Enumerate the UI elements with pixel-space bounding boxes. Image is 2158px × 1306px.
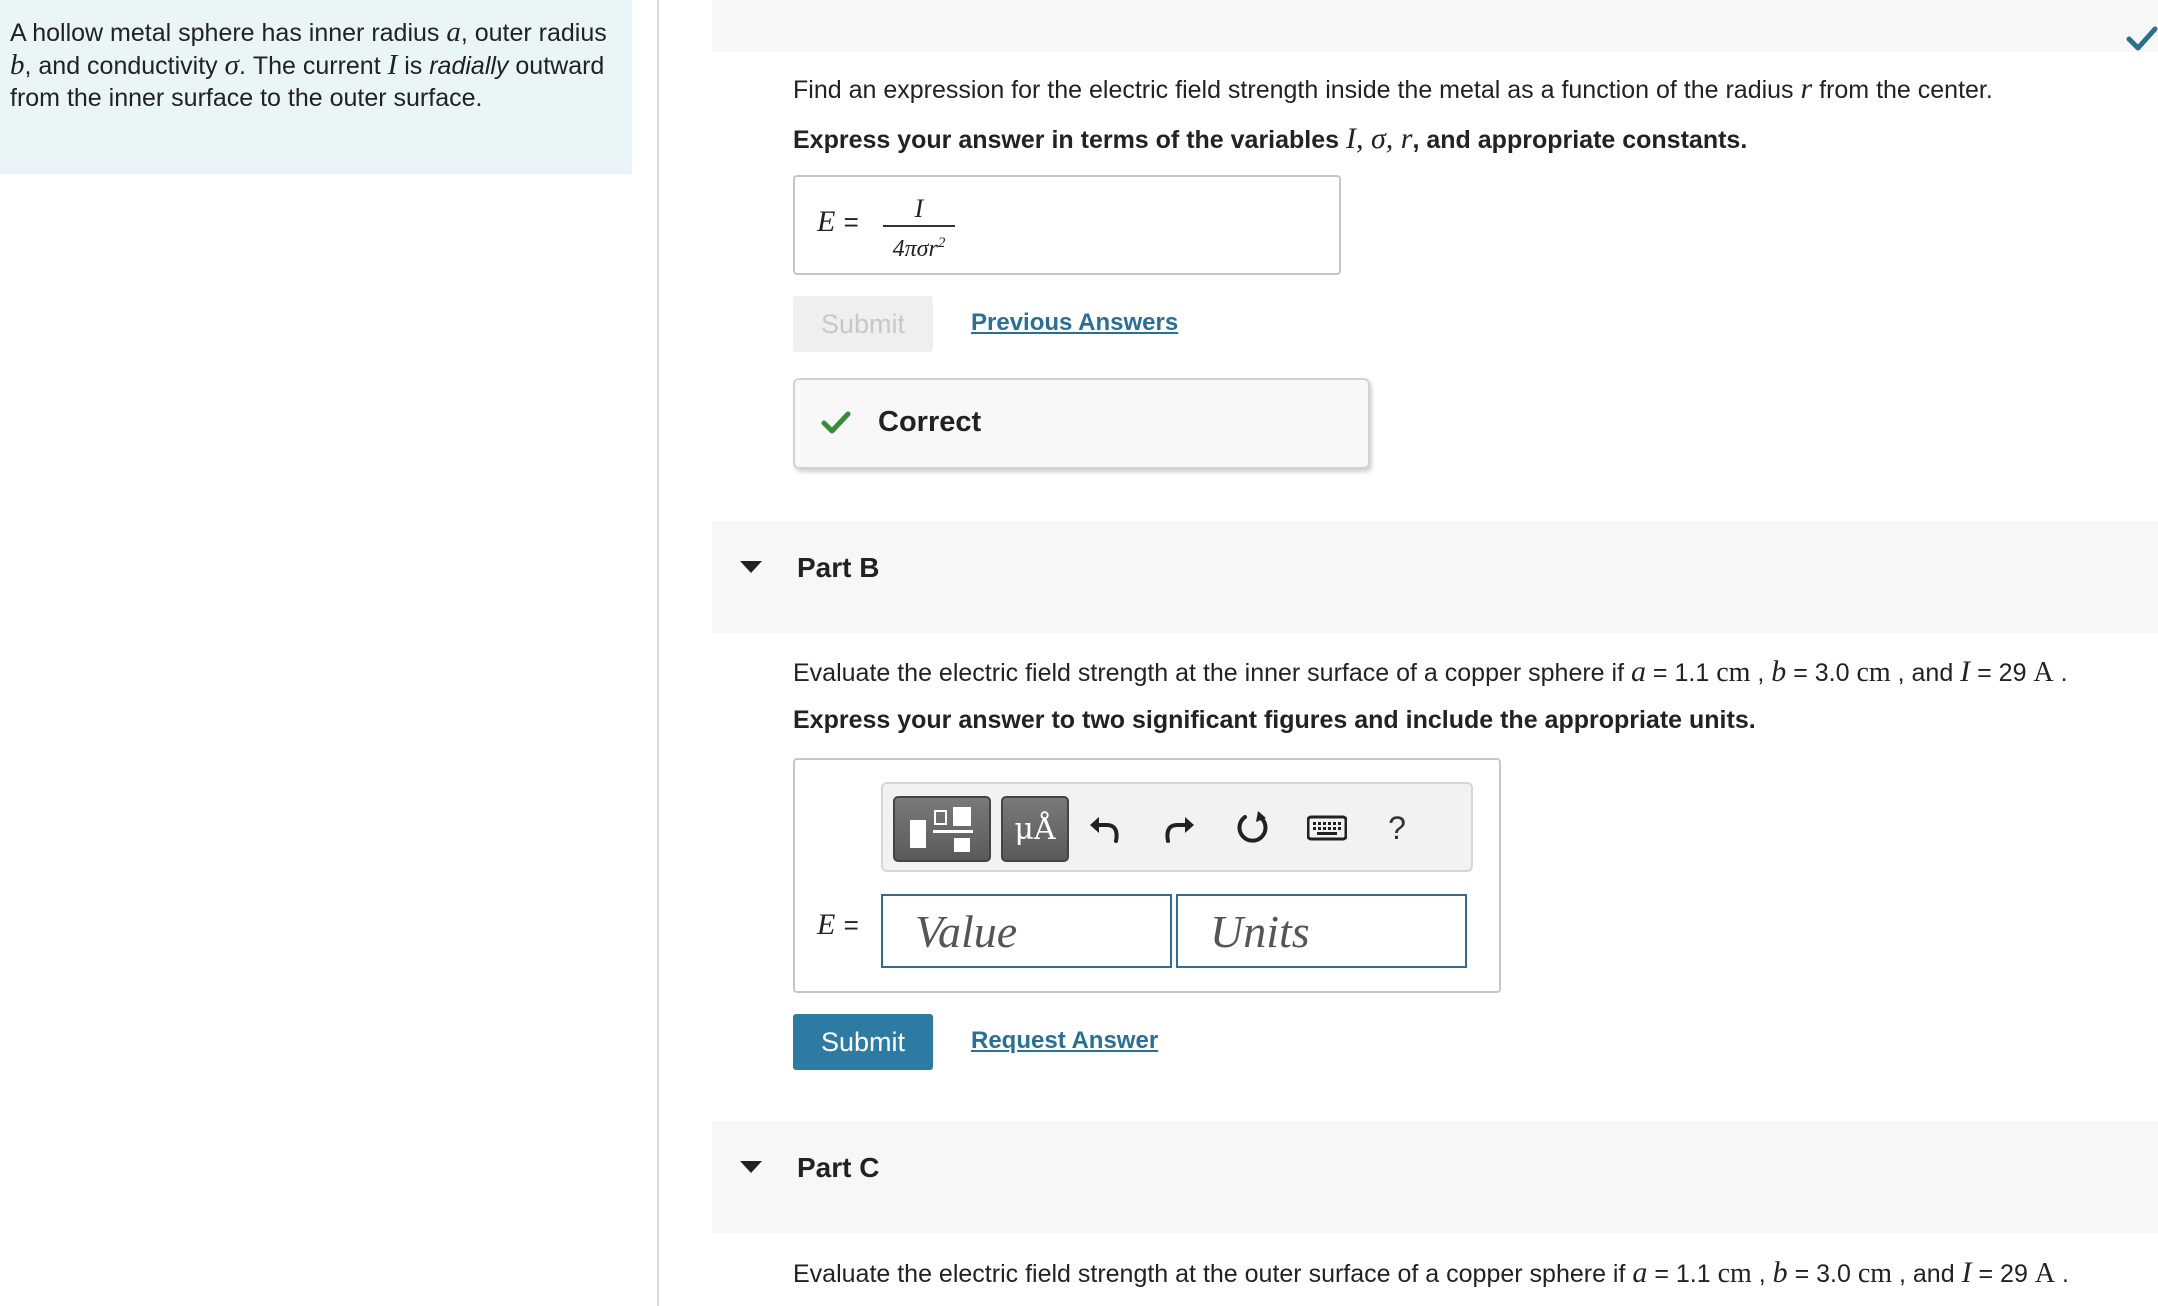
separator: . [2053,659,2068,687]
problem-text: , and conductivity [24,52,225,80]
denominator-text: 4πσr [892,236,938,262]
value-input[interactable] [881,894,1172,968]
lhs-var: E [817,908,836,941]
var-b: b [1772,1256,1788,1289]
var-a: a [1630,655,1646,688]
var-r: r [1800,72,1813,105]
exponent: 2 [937,235,946,251]
part-b-header[interactable] [712,521,2158,633]
fraction-bar [883,225,955,227]
problem-text: , outer radius [460,19,607,47]
part-b-title: Part B [797,552,880,583]
question-text: Find an expression for the electric field strength inside the metal as a function of the radius [793,76,1801,104]
part-b-submit-button[interactable]: Submit [793,1014,933,1070]
checkmark-icon [821,410,851,436]
part-c-title: Part C [797,1152,880,1183]
unit-current: A [2034,1258,2056,1289]
units-button-label: μÅ [1014,811,1056,847]
checkmark-icon [2126,24,2158,54]
correct-feedback [793,378,1370,469]
unit-a: cm [1716,657,1751,688]
var-b: b [10,49,25,81]
redo-button[interactable] [1153,802,1205,854]
value-b: = 3.0 [1787,1260,1858,1288]
part-b-instruction: Express your answer to two significant figures and include the appropriate units. [793,706,1756,734]
redo-icon [1161,811,1197,845]
units-button[interactable] [1001,796,1069,862]
keyboard-icon [1307,815,1347,841]
equals-sign: = [843,910,859,940]
undo-button[interactable] [1079,802,1131,854]
separator: , [1750,659,1772,687]
value-current: = 29 [1971,1260,2035,1288]
part-b-answer-box [793,758,1501,993]
separator: , [1751,1260,1773,1288]
unit-a: cm [1717,1258,1752,1289]
var-a: a [1632,1256,1648,1289]
problem-emphasis: radially [429,52,509,80]
value-a: = 1.1 [1647,1260,1718,1288]
units-input[interactable] [1176,894,1467,968]
fraction-numerator: I [914,194,924,223]
question-text: from the center. [1812,76,1993,104]
equals-sign: = [843,207,859,237]
panel-divider [657,0,659,1306]
help-button[interactable]: ? [1388,809,1406,846]
problem-text: A hollow metal sphere has inner radius [10,19,447,47]
answer-fraction [883,195,955,263]
part-a-answer-display [793,175,1341,275]
problem-text: is [397,52,430,80]
unit-b: cm [1857,1258,1893,1289]
var-current: I [387,49,398,81]
problem-text: outward from the inner surface to the outer surface. [10,52,605,112]
separator: . [2055,1260,2069,1288]
var-sigma: σ [224,49,239,81]
separator: , and [1890,659,1961,687]
part-a-header [712,0,2158,52]
previous-answers-link[interactable]: Previous Answers [971,309,1179,336]
instruction-text: Express your answer in terms of the variables [793,126,1347,154]
part-a-instruction [793,122,1747,156]
instruction-text: , and appropriate constants. [1412,126,1748,154]
reset-icon [1234,809,1272,847]
math-toolbar [881,782,1473,872]
caret-down-icon[interactable] [740,1161,762,1173]
lhs-var: E [817,205,836,238]
part-b-question [793,655,2068,689]
unit-b: cm [1856,657,1891,688]
templates-button[interactable] [893,796,991,862]
unit-current: A [2033,657,2054,688]
value-current: = 29 [1970,659,2034,687]
separator: , and [1892,1260,1962,1288]
question-text: Evaluate the electric field strength at the outer surface of a copper sphere if [793,1260,1633,1288]
answer-lhs [817,908,859,942]
value-a: = 1.1 [1645,659,1717,687]
reset-button[interactable] [1227,802,1279,854]
part-a-question [793,72,1993,106]
request-answer-link[interactable]: Request Answer [971,1027,1159,1054]
part-c-header[interactable] [712,1121,2158,1233]
var-current: I [1961,1256,1972,1289]
keyboard-button[interactable] [1301,802,1353,854]
problem-text: . The current [238,52,388,80]
problem-statement [0,0,632,174]
answer-lhs [817,205,859,239]
undo-icon [1087,811,1123,845]
part-c-question [793,1256,2069,1290]
var-a: a [446,16,461,48]
part-a-submit-button[interactable]: Submit [793,296,933,352]
templates-icon [895,798,993,860]
question-text: Evaluate the electric field strength at the inner surface of a copper sphere if [793,659,1631,687]
caret-down-icon[interactable] [740,561,762,573]
var-current: I [1960,655,1971,688]
instruction-vars: I, σ, r [1346,122,1413,155]
var-b: b [1771,655,1787,688]
value-b: = 3.0 [1786,659,1857,687]
fraction-denominator [883,229,955,263]
feedback-label: Correct [878,406,982,438]
